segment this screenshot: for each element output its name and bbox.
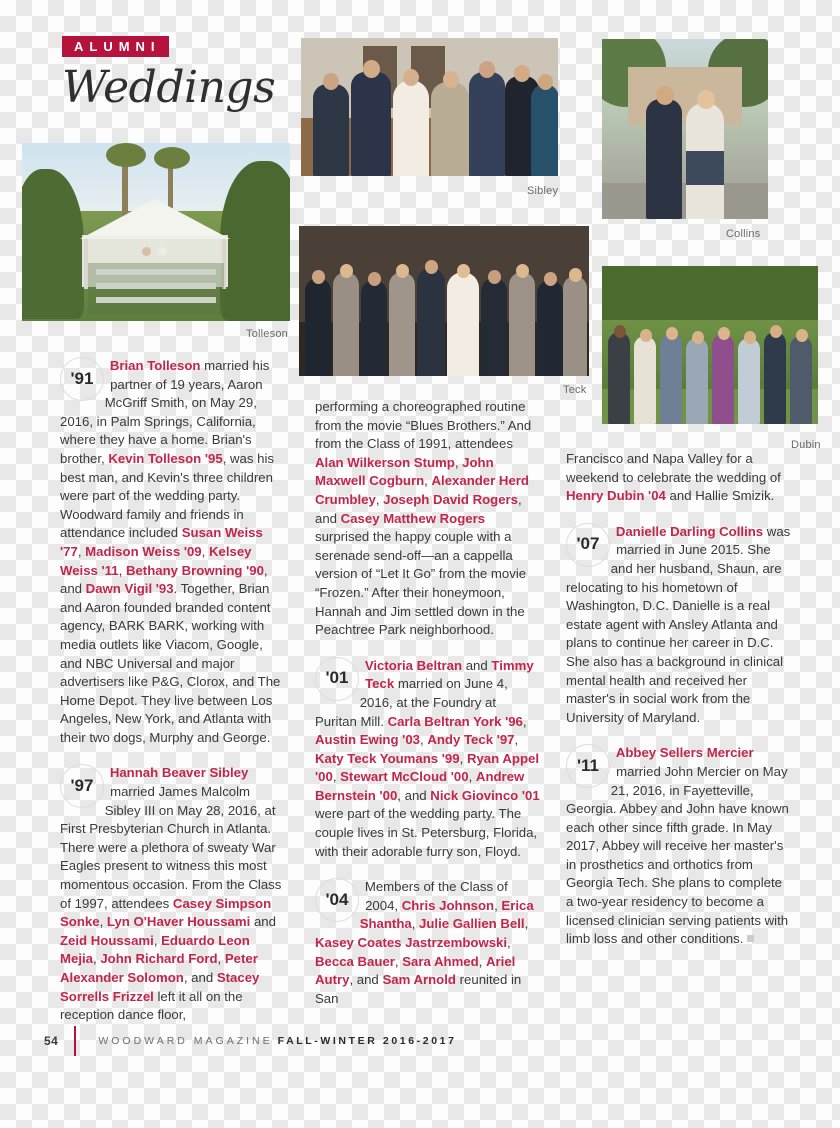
body-text-run: , [394, 953, 403, 969]
photo-collins [602, 39, 768, 219]
alumni-name: Becca Bauer [315, 953, 395, 969]
body-text-run: Francisco and Napa Valley for a weekend to celebrate the wedding of [566, 451, 781, 485]
body-text-run: , [524, 916, 529, 932]
alumni-name: Abbey Sellers Mercier [615, 745, 754, 761]
body-text-run: , [522, 713, 527, 729]
alumni-name: Lyn O'Haver Houssami [106, 914, 251, 930]
alumni-name: Danielle Darling Collins [615, 523, 764, 539]
body-text-run: surprised the happy couple with a serenade send-off—an a cappella version of “Let It Go” from the movie “Frozen.” After their honeymoon, Hannah and Jim settled down in the Peachtree Park neighborhood. [315, 529, 527, 638]
body-text-run: , [118, 562, 126, 578]
alumni-name: Timmy Teck [365, 657, 534, 692]
body-text-run: and Hallie Smizik. [665, 488, 775, 504]
body-text-run: Members of the Class of 2004, [364, 879, 508, 913]
alumni-name: Ariel Autry [315, 953, 516, 988]
alumni-name: Erica Shantha [359, 897, 534, 932]
alumni-name: Susan Weiss '77 [60, 525, 263, 559]
alumni-name: Casey Simpson Sonke [60, 895, 272, 930]
alumni-name: Eduardo Leon Mejia [60, 932, 250, 967]
alumni-name: Julie Gallien Bell [419, 916, 525, 932]
alumni-name: Alexander Herd Crumbley [315, 473, 529, 507]
body-text-run: , [514, 732, 519, 748]
body-text-run: , and [183, 970, 217, 985]
photo-sibley [301, 38, 558, 176]
folio-page-number: 54 [44, 1034, 59, 1048]
alumni-name: Zeid Houssami [60, 932, 154, 948]
text-column-2 [315, 398, 541, 1025]
page-title: Weddings [62, 62, 276, 113]
body-text-run: was married in June 2015. She and her husband, Shaun, are relocating to his hometown of Washington, D.C. Danielle is a real estate agent with Ansley Atlanta and plans to continue her career in D.C. She also has a background in clinical mental health and received her master's in social work from the University of Maryland. [566, 523, 791, 725]
class-year-badge: '11 [566, 744, 610, 788]
photo-teck [299, 226, 589, 376]
page-footer [44, 1030, 457, 1052]
photo-dubin [602, 266, 818, 424]
body-text-run: , [478, 953, 487, 969]
body-text-run: , [424, 473, 432, 489]
body-text-run: , [217, 951, 225, 967]
alumni-name: John Richard Ford [100, 951, 218, 967]
alumni-name: Ryan Appel '00 [315, 750, 539, 785]
photo-tolleson [22, 143, 290, 321]
class-year-badge: '04 [315, 878, 359, 922]
body-text-run: , [92, 951, 101, 967]
body-text-run: , [77, 543, 86, 559]
body-text-run: , [411, 916, 420, 932]
body-text-run: , [494, 897, 502, 913]
alumni-name: Peter Alexander Solomon [60, 951, 258, 985]
body-text-run: , [201, 543, 209, 559]
body-text-run: , and [397, 787, 431, 803]
alumni-name: Madison Weiss '09 [85, 543, 202, 559]
body-text-run: , [375, 491, 384, 507]
photo-caption-sibley: Sibley [527, 185, 559, 197]
class-note-entry [315, 878, 541, 1008]
alumni-name: Nick Giovinco '01 [430, 787, 540, 803]
class-year-badge: '91 [60, 357, 104, 401]
alumni-name: Stewart McCloud '00 [340, 769, 469, 785]
class-note-entry [315, 398, 541, 640]
alumni-name: Sara Ahmed [402, 953, 479, 969]
body-text-run: , and [315, 491, 522, 526]
body-text-run: . Together, Brian and Aaron founded branded content agency, BARK BARK, working with media outlets like Viacom, Google, and NBC Universal and major advertisers like P&G, Clorox, and The Home Depot. They live between Los Angeles, New York, and Atlanta with their two dogs, Murphy and George. [60, 581, 281, 745]
class-year-badge: '07 [566, 523, 610, 567]
alumni-name: Chris Johnson [401, 897, 495, 913]
body-text-run: , [99, 914, 107, 930]
body-text-run: married James Malcolm Sibley III on May 28, 2016, at First Presbyterian Church in Atlanta. There were a plethora of sweaty War Eagles present to witness this most momentous occasion. From the Class of 1997, attendees [60, 784, 282, 911]
alumni-name: Brian Tolleson [109, 358, 201, 373]
class-note-entry [315, 657, 541, 862]
article-end-mark [747, 935, 754, 942]
alumni-name: Carla Beltran York '96 [387, 713, 523, 729]
class-note-entry [60, 357, 286, 747]
alumni-name: Hannah Beaver Sibley [109, 765, 249, 781]
section-kicker: ALUMNI [62, 36, 169, 57]
footer-issue-label: FALL-WINTER 2016-2017 [277, 1035, 457, 1047]
body-text-run: married John Mercier on May 21, 2016, in Fayetteville, Georgia. Abbey and John have known each other since fifth grade. In May 2017, Abbey will receive her master's in prosthetics and orthotics from Georgia Tech. She plans to complete a two-year residency to become a licensed clinician serving patients with limb loss and other conditions. [566, 763, 789, 947]
body-text-run: , [507, 935, 511, 951]
body-text-run: , [153, 932, 162, 948]
class-year-badge: '01 [315, 657, 359, 701]
body-text-run: married on June 4, 2016, at the Foundry at Puritan Mill. [315, 676, 508, 729]
alumni-name: Kelsey Weiss '11 [60, 543, 252, 578]
body-text-run: , [420, 732, 428, 748]
photo-caption-teck: Teck [563, 384, 587, 396]
class-note-entry [566, 744, 792, 949]
footer-magazine-name: WOODWARD MAGAZINE [98, 1035, 273, 1047]
alumni-name: Joseph David Rogers [383, 491, 518, 507]
photo-caption-tolleson: Tolleson [246, 328, 288, 340]
alumni-name: John Maxwell Cogburn [315, 454, 494, 489]
class-note-entry [60, 764, 286, 1024]
footer-divider [74, 1026, 76, 1056]
alumni-name: Alan Wilkerson Stump [315, 454, 455, 470]
body-text-run: were part of the wedding party. The couple lives in St. Petersburg, Florida, with their adorable furry son, Floyd. [315, 806, 538, 859]
body-text-run: , [332, 769, 341, 785]
body-text-run: and [250, 914, 276, 930]
alumni-name: Austin Ewing '03 [315, 732, 420, 748]
body-text-run: married his partner of 19 years, Aaron McGriff Smith, on May 29, 2016, in Palm Springs, California, where they have a home. Brian's brother, [60, 358, 270, 466]
class-note-text [315, 398, 541, 640]
body-text-run: , [454, 454, 463, 470]
body-text-run: performing a choreographed routine from the movie “Blues Brothers.” And from the Class of 1991, attendees [315, 399, 532, 452]
body-text-run: and [462, 657, 492, 673]
body-text-run: , was his best man, and Kevin's three children were part of the wedding party. Woodward family and friends in attendance included [60, 450, 274, 541]
body-text-run: reunited in San [315, 972, 522, 1006]
alumni-name: Andrew Bernstein '00 [315, 769, 525, 803]
text-column-3 [566, 450, 792, 966]
text-column-1 [60, 357, 286, 1042]
body-text-run: , and [349, 972, 383, 988]
class-note-text [566, 450, 792, 506]
alumni-name: Stacey Sorrells Frizzel [60, 970, 260, 1004]
body-text-run: , and [60, 562, 268, 597]
masthead [62, 36, 292, 111]
alumni-name: Andy Teck '97 [427, 732, 515, 748]
class-note-entry [566, 523, 792, 728]
alumni-name: Kevin Tolleson '95 [108, 450, 223, 466]
alumni-name: Sam Arnold [382, 972, 456, 988]
alumni-name: Victoria Beltran [364, 657, 463, 673]
alumni-name: Casey Matthew Rogers [340, 510, 486, 526]
alumni-name: Henry Dubin '04 [566, 488, 666, 504]
alumni-name: Katy Teck Youmans '99 [315, 750, 460, 766]
class-note-text [60, 357, 286, 747]
photo-caption-collins: Collins [726, 228, 761, 240]
alumni-name: Dawn Vigil '93 [85, 581, 174, 597]
body-text-run: , [468, 769, 476, 785]
photo-caption-dubin: Dubin [791, 439, 821, 451]
alumni-name: Bethany Browning '90 [125, 562, 264, 578]
alumni-name: Kasey Coates Jastrzembowski [315, 935, 508, 951]
class-note-entry [566, 450, 792, 506]
body-text-run: , [459, 750, 467, 766]
body-text-run: left it all on the reception dance floor, [60, 988, 243, 1023]
class-year-badge: '97 [60, 764, 104, 808]
